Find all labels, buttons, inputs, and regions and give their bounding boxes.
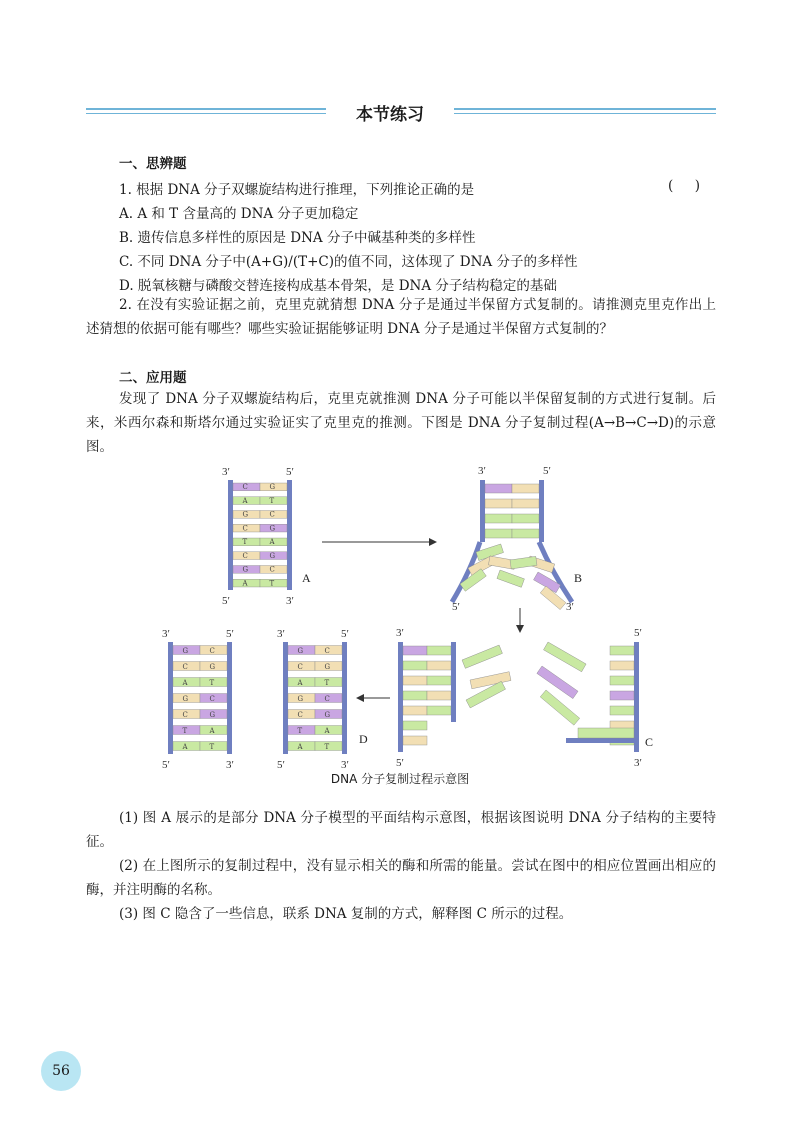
base-letter: T: [242, 538, 248, 547]
base-letter: C: [297, 662, 303, 671]
base-right: [512, 529, 539, 538]
backbone-right: [342, 642, 347, 754]
base-left: [403, 676, 427, 685]
base-letter: G: [242, 565, 249, 574]
base-fragment: [497, 570, 525, 587]
base-letter: G: [182, 694, 189, 703]
option-a: A. A 和 T 含量高的 DNA 分子更加稳定: [119, 206, 359, 222]
base-right: [427, 706, 451, 715]
base-right: [610, 706, 634, 715]
base-left: [403, 691, 427, 700]
end-label-top-left: 3′: [478, 465, 486, 477]
incoming-nucleotide: [462, 645, 502, 668]
base-right: [610, 661, 634, 670]
option-c: C. 不同 DNA 分子中(A+G)/(T+C)的值不同，这体现了 DNA 分子的多样性: [119, 254, 578, 270]
base-letter: C: [242, 524, 248, 533]
dna-panel-d: [283, 642, 347, 754]
base-letter: A: [182, 678, 188, 687]
panel-b-label: B: [574, 571, 583, 585]
base-letter: C: [269, 565, 275, 574]
end-label-bottom-right: 3′: [226, 759, 234, 770]
base-right: [512, 484, 539, 493]
base-left: [485, 529, 512, 538]
base-letter: T: [182, 726, 188, 735]
base-letter: C: [324, 694, 330, 703]
end-label-bottom-right: 3′: [634, 757, 642, 769]
end-label-top-left: 3′: [277, 628, 285, 640]
section-2-intro: 发现了 DNA 分子双螺旋结构后，克里克就推测 DNA 分子可能以半保留复制的方式进行复制。后来，米西尔森和斯塔尔通过实验证实了克里克的推测。下图是 DNA 分子复制过程(A→B→C→D)的示意图。: [86, 391, 716, 455]
base-letter: C: [209, 694, 215, 703]
end-label-top-right: 5′: [286, 466, 294, 478]
base-letter: C: [297, 710, 303, 719]
base-left: [403, 721, 427, 730]
base-right: [610, 691, 634, 700]
header-rule-right: [454, 108, 716, 110]
end-label-bottom-right: 3′: [341, 759, 349, 770]
panel-a-label: A: [302, 571, 311, 585]
dna-panel-c: [398, 642, 639, 752]
dna-panel-a: [228, 480, 292, 590]
backbone-left: [228, 480, 233, 590]
base-right: [427, 691, 451, 700]
sub-question-1: (1) 图 A 展示的是部分 DNA 分子模型的平面结构示意图，根据该图说明 DNA 分子结构的主要特征。: [86, 810, 716, 850]
base-fragment: [510, 556, 537, 569]
base-left: [485, 484, 512, 493]
base-left: [485, 514, 512, 523]
base-letter: G: [297, 694, 304, 703]
question-1-stem: 1. 根据 DNA 分子双螺旋结构进行推理，下列推论正确的是: [119, 182, 475, 198]
end-label-top-left: 3′: [396, 627, 404, 639]
dna-panel-b: [452, 480, 572, 610]
base-right: [610, 646, 634, 655]
base-letter: A: [324, 726, 330, 735]
base-letter: A: [269, 538, 275, 547]
backbone-right: [539, 480, 544, 542]
base-right: [427, 646, 451, 655]
base-letter: G: [209, 662, 216, 671]
end-label-top-left: 3′: [162, 628, 170, 640]
base-letter: C: [242, 551, 248, 560]
page-number: 56: [41, 1051, 81, 1091]
backbone-left: [168, 642, 173, 754]
incoming-nucleotide: [544, 642, 587, 672]
figure-caption: DNA 分子复制过程示意图: [330, 772, 470, 786]
base-letter: G: [297, 646, 304, 655]
base-letter: A: [182, 742, 188, 751]
base-letter: G: [182, 646, 189, 655]
base-left: [485, 499, 512, 508]
new-strand-bottom: [566, 738, 636, 743]
base-right: [610, 676, 634, 685]
base-letter: C: [182, 710, 188, 719]
end-label-top-right: 5′: [341, 628, 349, 640]
dna-panel-e: [168, 642, 232, 754]
header-rule-left: [86, 108, 326, 110]
base-letter: G: [269, 524, 276, 533]
end-label-bottom-left: 5′: [222, 595, 230, 607]
answer-paren: ( ): [668, 178, 700, 194]
base-left: [403, 706, 427, 715]
end-label-top-right: 5′: [543, 465, 551, 477]
option-d: D. 脱氧核糖与磷酸交替连接构成基本骨架，是 DNA 分子结构稳定的基础: [119, 278, 557, 294]
base-right: [427, 676, 451, 685]
question-2: 2. 在没有实验证据之前，克里克就猜想 DNA 分子是通过半保留方式复制的。请推测克里克作出上述猜想的依据可能有哪些？哪些实验证据能够证明 DNA 分子是通过半保留方式复制的？: [86, 297, 716, 337]
base-letter: A: [209, 726, 215, 735]
backbone-right: [287, 480, 292, 590]
section-heading-2: 二、应用题: [119, 370, 187, 386]
new-strand-left: [451, 642, 456, 722]
end-label-bottom-right: 3′: [286, 595, 294, 607]
base-pair-bottom: [578, 728, 634, 738]
base-letter: T: [324, 742, 330, 751]
incoming-nucleotide: [470, 672, 511, 689]
end-label-bottom-left: 5′: [452, 601, 460, 613]
sub-question-2: (2) 在上图所示的复制过程中，没有显示相关的酶和所需的能量。尝试在图中的相应位置画出相应的酶，并注明酶的名称。: [86, 858, 716, 898]
base-letter: G: [269, 551, 276, 560]
base-letter: C: [324, 646, 330, 655]
base-left: [403, 736, 427, 745]
end-label-bottom-left: 5′: [396, 757, 404, 769]
base-letter: T: [269, 579, 275, 588]
backbone-left: [398, 642, 403, 752]
base-right: [512, 514, 539, 523]
header-rule-right-2: [454, 113, 716, 114]
base-letter: A: [242, 496, 248, 505]
end-label-bottom-left: 5′: [277, 759, 285, 770]
page-title: 本节练习: [356, 105, 424, 125]
dna-replication-figure: [0, 460, 800, 770]
end-label-top-left: 3′: [222, 466, 230, 478]
base-letter: G: [269, 483, 276, 492]
base-letter: T: [209, 678, 215, 687]
base-letter: C: [242, 483, 248, 492]
base-letter: T: [209, 742, 215, 751]
base-letter: C: [182, 662, 188, 671]
base-letter: A: [297, 678, 303, 687]
end-label-top-right: 5′: [226, 628, 234, 640]
end-label-bottom-right: 3′: [566, 601, 574, 613]
base-left: [403, 646, 427, 655]
base-letter: C: [269, 510, 275, 519]
base-letter: G: [324, 662, 331, 671]
base-letter: T: [324, 678, 330, 687]
backbone-left: [283, 642, 288, 754]
base-letter: G: [209, 710, 216, 719]
base-letter: T: [297, 726, 303, 735]
end-label-top-right: 5′: [634, 627, 642, 639]
end-label-bottom-left: 5′: [162, 759, 170, 770]
base-letter: C: [209, 646, 215, 655]
backbone-right: [634, 642, 639, 752]
base-left: [403, 661, 427, 670]
base-letter: T: [269, 496, 275, 505]
backbone-left: [480, 480, 485, 542]
base-letter: G: [242, 510, 249, 519]
base-letter: G: [324, 710, 331, 719]
panel-c-label: C: [645, 735, 654, 749]
base-right: [427, 661, 451, 670]
backbone-right: [227, 642, 232, 754]
base-letter: A: [297, 742, 303, 751]
panel-d-label: D: [359, 732, 368, 746]
sub-question-3: (3) 图 C 隐含了一些信息，联系 DNA 复制的方式，解释图 C 所示的过程。: [119, 906, 573, 922]
option-b: B. 遗传信息多样性的原因是 DNA 分子中碱基种类的多样性: [119, 230, 476, 246]
header-rule-left-2: [86, 113, 326, 114]
base-right: [512, 499, 539, 508]
section-heading-1: 一、思辨题: [119, 156, 187, 172]
base-letter: A: [242, 579, 248, 588]
